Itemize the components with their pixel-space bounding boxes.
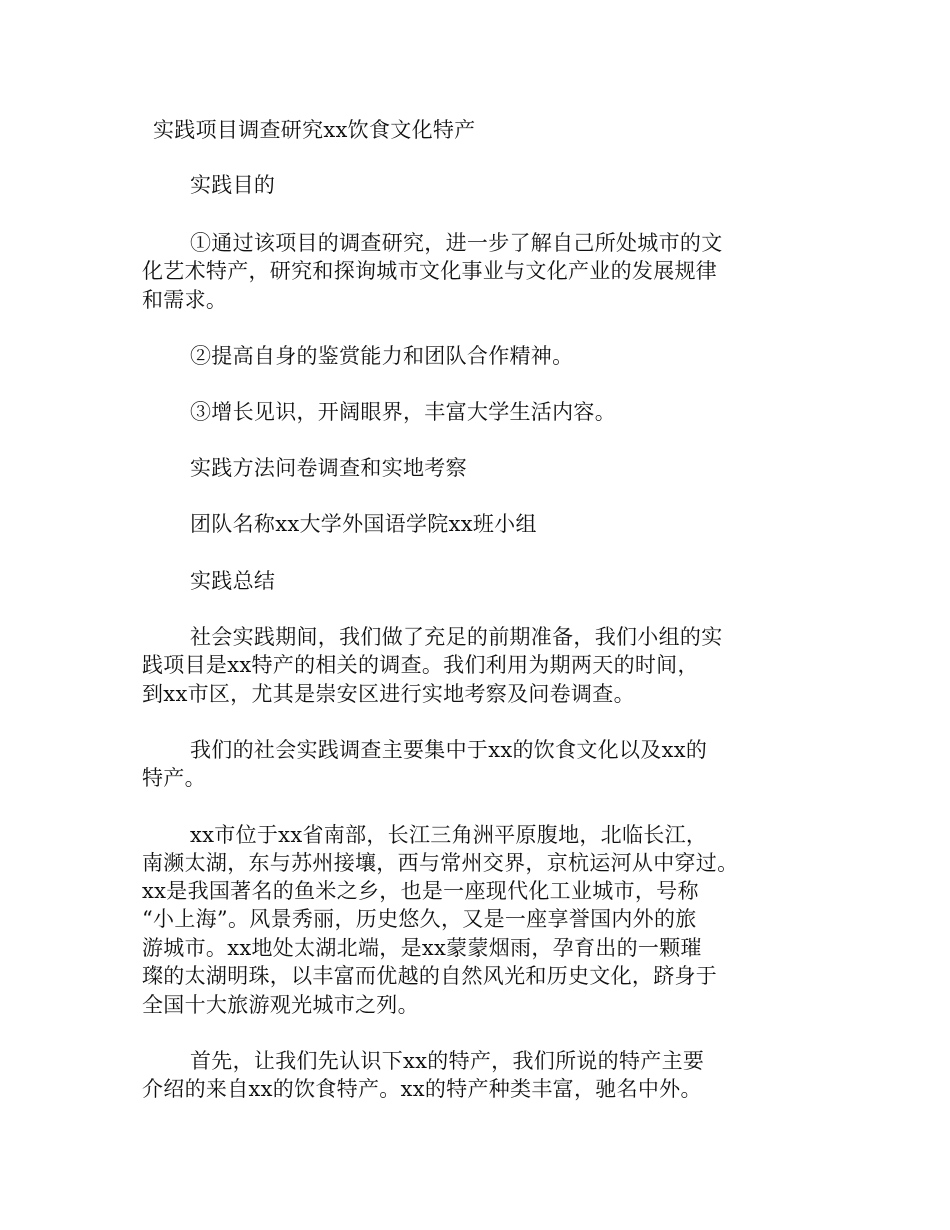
- summary-p2-line-2: 特产。: [142, 766, 206, 790]
- summary-p1-line-2: 践项目是xx特产的相关的调查。我们利用为期两天的时间，: [142, 653, 699, 677]
- summary-p3-line-3: xx是我国著名的鱼米之乡，也是一座现代化工业城市，号称: [142, 879, 699, 903]
- team-line: 团队名称xx大学外国语学院xx班小组: [190, 512, 537, 536]
- purpose-1-line-2: 化艺术特产，研究和探询城市文化事业与文化产业的发展规律: [142, 259, 718, 283]
- summary-p3-line-1: xx市位于xx省南部，长江三角洲平原腹地，北临长江，: [190, 823, 708, 847]
- purpose-3: ③增长见识，开阔眼界，丰富大学生活内容。: [190, 400, 616, 424]
- summary-p4-line-2: 介绍的来自xx的饮食特产。xx的特产种类丰富，驰名中外。: [142, 1077, 702, 1101]
- purpose-1-line-3: 和需求。: [142, 288, 228, 312]
- document-title: 实践项目调查研究xx饮食文化特产: [153, 118, 476, 142]
- summary-p3-line-6: 璨的太湖明珠，以丰富而优越的自然风光和历史文化，跻身于: [142, 964, 718, 988]
- method-line: 实践方法问卷调查和实地考察: [190, 456, 467, 480]
- summary-heading: 实践总结: [190, 569, 276, 593]
- summary-p1-line-3: 到xx市区，尤其是崇安区进行实地考察及问卷调查。: [142, 682, 635, 706]
- summary-p3-line-2: 南濒太湖，东与苏州接壤，西与常州交界，京杭运河从中穿过。: [142, 851, 739, 875]
- purpose-heading: 实践目的: [190, 173, 276, 197]
- summary-p3-line-4: “小上海”。风景秀丽，历史悠久，又是一座享誉国内外的旅: [142, 907, 697, 931]
- summary-p4-line-1: 首先，让我们先认识下xx的特产，我们所说的特产主要: [190, 1049, 705, 1073]
- summary-p2-line-1: 我们的社会实践调查主要集中于xx的饮食文化以及xx的: [190, 738, 708, 762]
- purpose-1-line-1: ①通过该项目的调查研究，进一步了解自己所处城市的文: [190, 231, 723, 255]
- summary-p3-line-5: 游城市。xx地处太湖北端，是xx蒙蒙烟雨，孕育出的一颗璀: [142, 936, 702, 960]
- purpose-2: ②提高自身的鉴赏能力和团队合作精神。: [190, 344, 574, 368]
- summary-p1-line-1: 社会实践期间，我们做了充足的前期准备，我们小组的实: [190, 625, 723, 649]
- summary-p3-line-7: 全国十大旅游观光城市之列。: [142, 993, 419, 1017]
